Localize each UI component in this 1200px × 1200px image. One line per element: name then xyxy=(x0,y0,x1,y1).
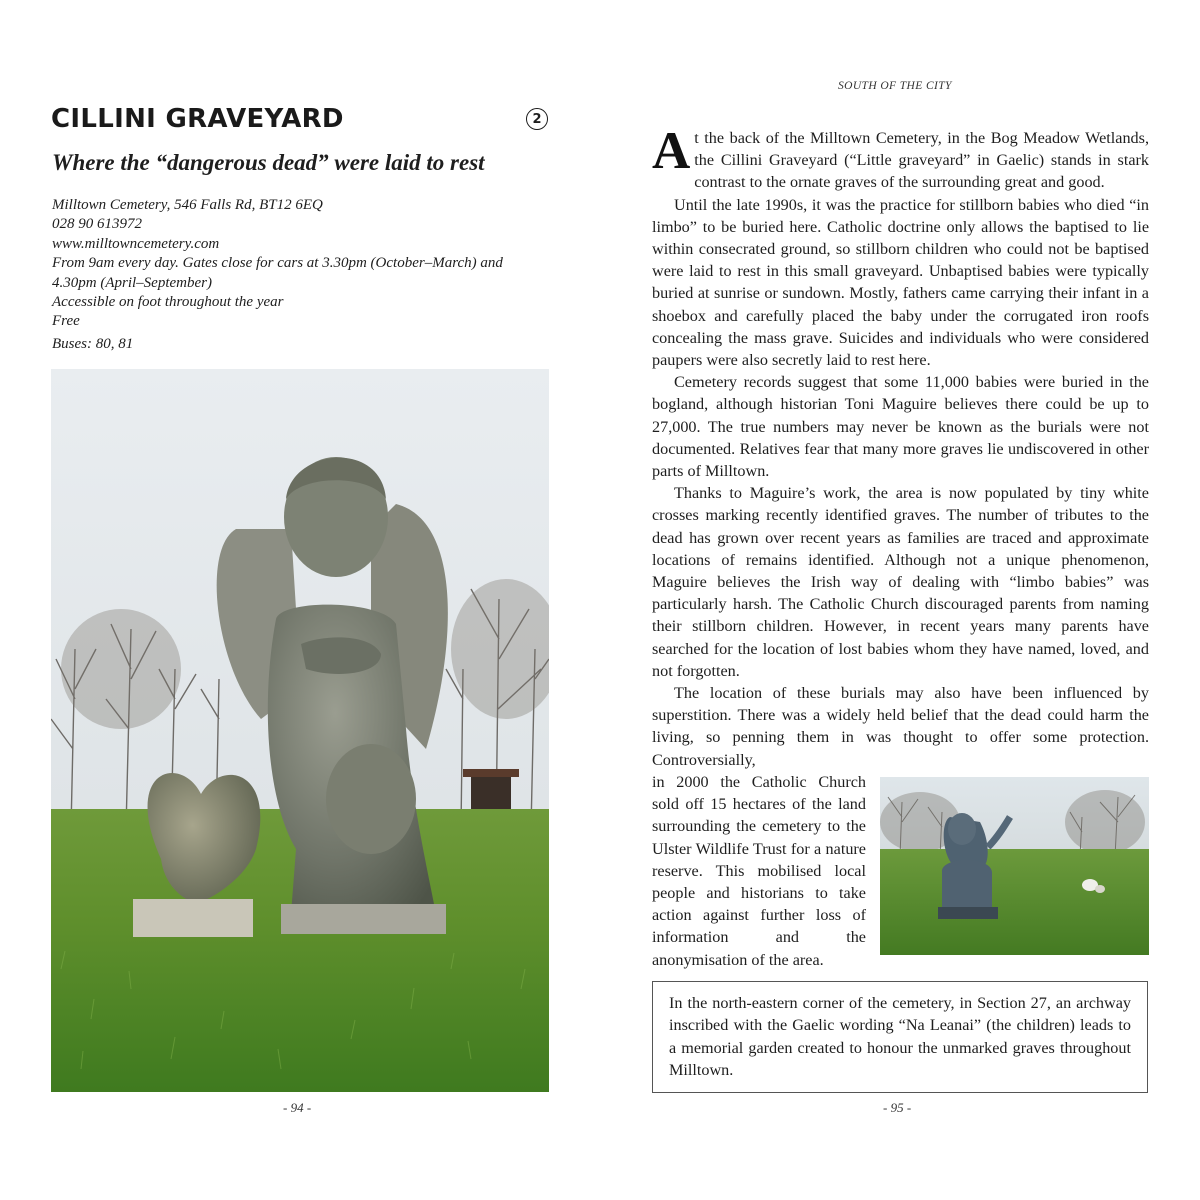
callout-box: In the north-eastern corner of the cemetery, in Section 27, an archway inscribed with the Gaelic wording “Na Leanai” (the children) leads to a memorial garden created to honour the unmarked graves throughout Milltown. xyxy=(652,981,1148,1093)
visitor-info xyxy=(52,196,542,354)
paragraph-4: Thanks to Maguire’s work, the area is now populated by tiny white crosses marking recently identified graves. The number of tributes to the dead has grown over recent years as families are traced and approximate locations of remains identified. Although not a unique phenomenon, Maguire believes the Irish way of dealing with “limbo babies” was particularly harsh. The Catholic Church discouraged parents from naming their stillborn children. However, in recent years many parents have searched for the location of lost babies whom they have named, loved, and not forgotten. xyxy=(652,484,1149,680)
page-number-left: - 94 - xyxy=(283,1100,312,1115)
article-body xyxy=(652,122,1149,971)
phone-number: 028 90 613972 xyxy=(52,216,142,233)
paragraph-2: Until the late 1990s, it was the practice for stillborn babies who died “in limbo” to be buried here. Catholic doctrine only allows the baptised to lie within consecrated ground, so stillborn children who could not be baptised were laid to rest in this small graveyard. Unbaptised babies were typically buried at sunrise or sundown. Mostly, fathers came carrying their infant in a shoebox and carefully placed the baby under the corrugated iron roofs concealing the mass grave. Suicides and individuals who were considered paupers were also secretly laid to rest here. xyxy=(652,195,1149,370)
page-number-right: - 95 - xyxy=(883,1100,912,1115)
paragraph-6: in 2000 the Catholic Church sold off 15 hectares of the land surrounding the cemetery to the Ulster Wildlife Trust for a nature reserve. This mobilised local people and historians to take action against further loss of information and the anonymisation of the area. xyxy=(652,772,866,969)
admission-price: Free xyxy=(52,313,80,330)
entry-number-badge: 2 xyxy=(526,108,548,130)
page-title: CILLINI GRAVEYARD xyxy=(51,104,344,134)
website-link[interactable]: www.milltowncemetery.com xyxy=(52,235,220,252)
bus-routes: Buses: 80, 81 xyxy=(52,335,134,352)
opening-hours-line-2: 4.30pm (April–September) xyxy=(52,274,212,291)
paragraph-3: Cemetery records suggest that some 11,000 babies were buried in the bogland, although historian Toni Maguire believes there could be up to 27,000. The true numbers may never be known as the burials were not documented. Relatives fear that many more graves lie undiscovered in other parts of Milltown. xyxy=(652,373,1149,481)
running-head: SOUTH OF THE CITY xyxy=(838,80,952,92)
accessibility-note: Accessible on foot throughout the year xyxy=(52,294,284,311)
cherub-statue-photo xyxy=(51,369,549,1092)
address: Milltown Cemetery, 546 Falls Rd, BT12 6EQ xyxy=(52,197,323,213)
statue-in-field-photo xyxy=(880,777,1149,955)
page-subtitle: Where the “dangerous dead” were laid to rest xyxy=(52,150,485,175)
paragraph-1: At the back of the Milltown Cemetery, in the Bog Meadow Wetlands, the Cillini Graveyard (“Little graveyard” in Gaelic) stands in stark contrast to the ornate graves of the surrounding great and good. xyxy=(652,122,1149,192)
paragraph-5: The location of these burials may also have been influenced by superstition. There was a widely held belief that the dead could harm the living, so penning them in was thought to offer some protection. Controversially, xyxy=(652,684,1149,769)
opening-hours-line-1: From 9am every day. Gates close for cars at 3.30pm (October–March) and xyxy=(52,255,503,272)
drop-cap: A xyxy=(652,122,691,180)
